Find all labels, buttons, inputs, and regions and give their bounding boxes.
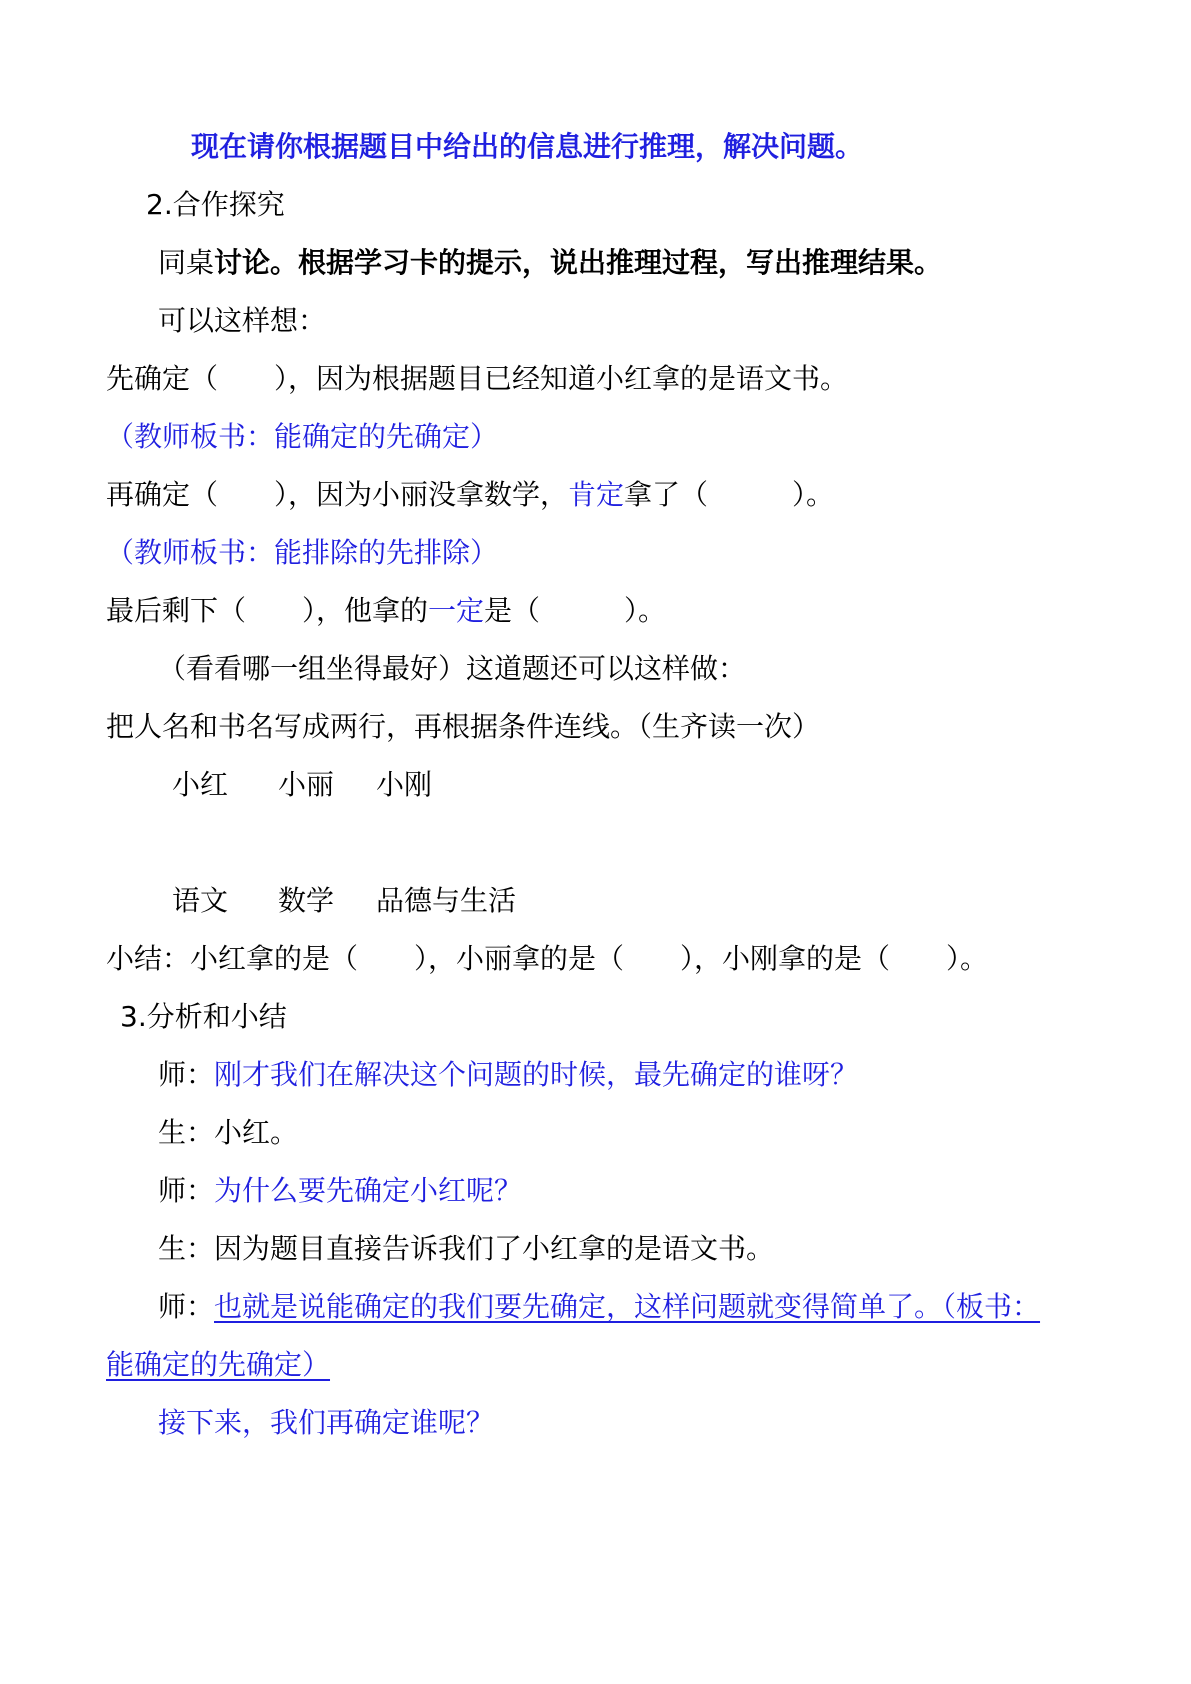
name-item: 小丽: [278, 768, 335, 801]
book-item: 品德与生活: [376, 884, 517, 917]
teacher-text: 也就是说能确定的我们要先确定，这样问题就变得简单了。（板书：: [214, 1290, 1041, 1323]
first-determine-line: 先确定（ ），因为根据题目已经知道小红拿的是语文书。: [106, 362, 849, 395]
last-text-emphasis: 一定: [428, 594, 485, 627]
task-line: [158, 243, 942, 283]
second-text-emphasis: 肯定: [568, 478, 625, 511]
second-text-a: 再确定（ ），因为小丽没拿数学，: [106, 478, 569, 511]
last-text-a: 最后剩下（ ），他拿的: [106, 594, 429, 627]
section-2-title: 2.合作探究: [146, 188, 285, 221]
connect-instruction-line: 把人名和书名写成两行，再根据条件连线。（生齐读一次）: [106, 710, 821, 743]
second-text-c: 拿了（ ）。: [624, 478, 835, 511]
teacher-text: 刚才我们在解决这个问题的时候，最先确定的谁呀？: [214, 1058, 859, 1091]
student-answer-2: 生：因为题目直接告诉我们了小红拿的是语文书。: [158, 1232, 775, 1265]
board-note-1: （教师板书：能确定的先确定）: [106, 420, 499, 453]
name-item: 小刚: [376, 768, 433, 801]
name-item: 小红: [172, 768, 229, 801]
book-item: 语文: [172, 884, 229, 917]
speaker-label: 师：: [158, 1174, 215, 1207]
speaker-label: 师：: [158, 1290, 215, 1323]
book-item: 数学: [278, 884, 335, 917]
heading: 现在请你根据题目中给出的信息进行推理，解决问题。: [191, 130, 864, 163]
teacher-statement-3-continued: 能确定的先确定）: [106, 1348, 331, 1381]
think-line: 可以这样想：: [158, 304, 327, 337]
alternative-method-line: （看看哪一组坐得最好）这道题还可以这样做：: [158, 652, 747, 685]
task-text-bold: 讨论。根据学习卡的提示，说出推理过程，写出推理结果。: [214, 246, 943, 279]
books-row: [172, 881, 516, 921]
teacher-text: 为什么要先确定小红呢？: [214, 1174, 523, 1207]
names-row: [172, 765, 432, 805]
teacher-question-2: [158, 1171, 522, 1211]
speaker-label: 师：: [158, 1058, 215, 1091]
section-3-title: 3.分析和小结: [120, 1000, 287, 1033]
last-text-c: 是（ ）。: [484, 594, 667, 627]
board-note-2: （教师板书：能排除的先排除）: [106, 536, 499, 569]
last-remaining-line: [106, 591, 666, 631]
next-question-line: 接下来，我们再确定谁呢？: [158, 1406, 495, 1439]
student-answer-1: 生：小红。: [158, 1116, 299, 1149]
second-determine-line: [106, 475, 834, 515]
task-text-plain: 同桌: [158, 246, 215, 279]
teacher-question-1: [158, 1055, 858, 1095]
teacher-statement-3: [158, 1287, 1040, 1327]
summary-line: 小结：小红拿的是（ ），小丽拿的是（ ），小刚拿的是（ ）。: [106, 942, 989, 975]
